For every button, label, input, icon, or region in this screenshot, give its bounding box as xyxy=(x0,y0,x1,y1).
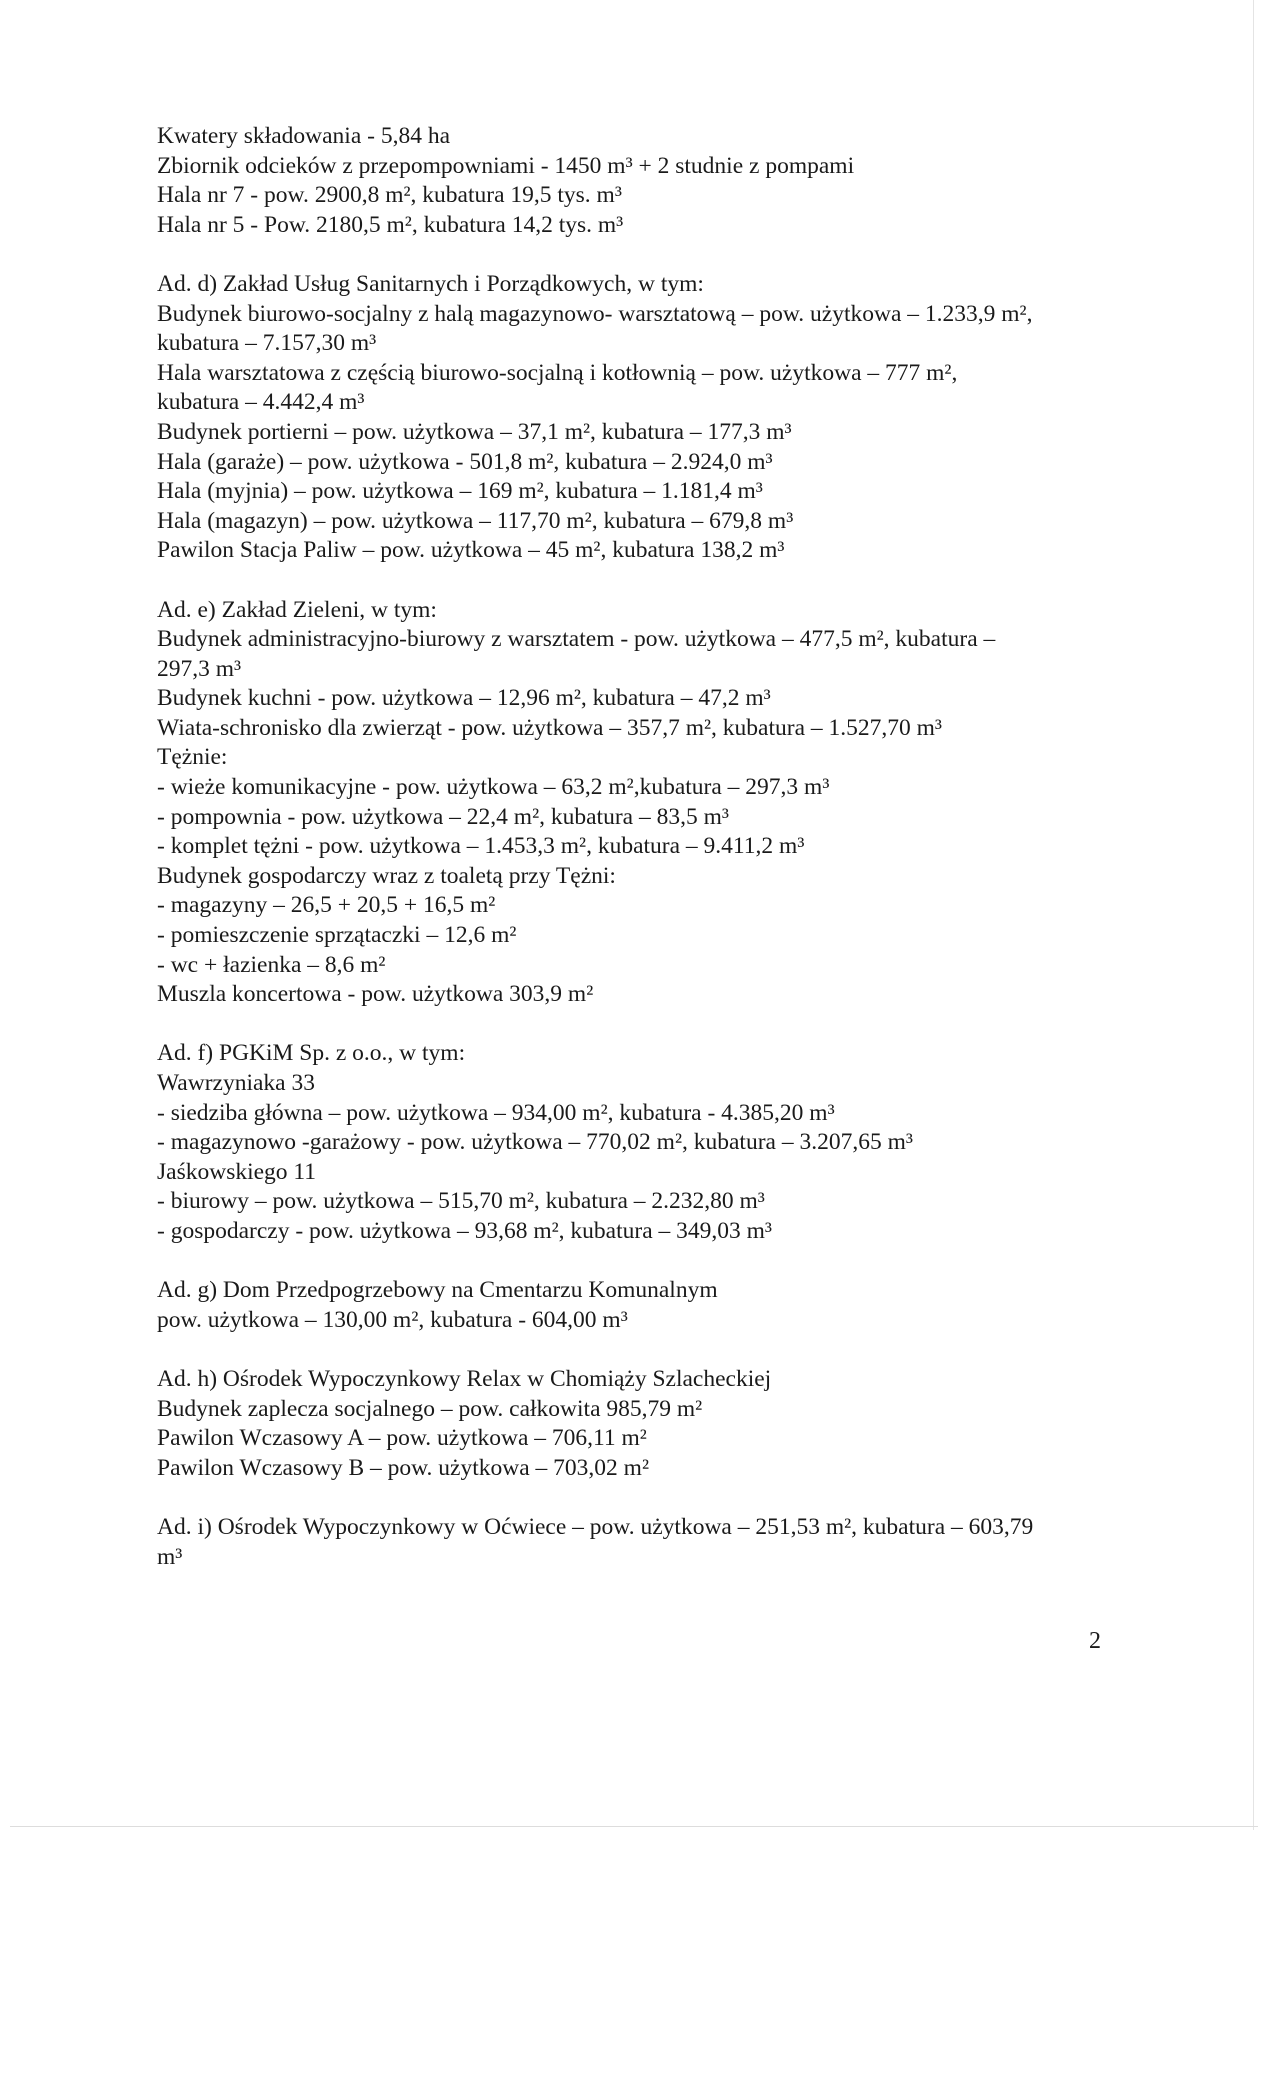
text-line: Pawilon Wczasowy B – pow. użytkowa – 703,02 m² xyxy=(157,1454,649,1481)
text-line: Budynek gospodarczy wraz z toaletą przy Tężni: xyxy=(157,862,616,889)
text-line: Wawrzyniaka 33 xyxy=(157,1070,315,1096)
text-line: pow. użytkowa – 130,00 m², kubatura - 604,00 m³ xyxy=(157,1306,628,1333)
text-line: kubatura – 7.157,30 m³ xyxy=(157,330,377,357)
document-section xyxy=(157,270,1097,566)
document-section xyxy=(157,1276,1097,1335)
scan-page-edge xyxy=(1253,0,1254,1830)
text-line: Jaśkowskiego 11 xyxy=(157,1158,317,1185)
text-line: Hala warsztatowa z częścią biurowo-socjalną i kotłownią – pow. użytkowa – 777 m², xyxy=(157,359,958,386)
text-line: - siedziba główna – pow. użytkowa – 934,00 m², kubatura - 4.385,20 m³ xyxy=(157,1099,835,1126)
text-line: - biurowy – pow. użytkowa – 515,70 m², kubatura – 2.232,80 m³ xyxy=(157,1188,765,1215)
text-line: Hala (garaże) – pow. użytkowa - 501,8 m², kubatura – 2.924,0 m³ xyxy=(157,448,773,475)
text-line: Hala (myjnia) – pow. użytkowa – 169 m², kubatura – 1.181,4 m³ xyxy=(157,478,763,505)
text-line: Pawilon Wczasowy A – pow. użytkowa – 706,11 m² xyxy=(157,1425,647,1452)
text-line: - pomieszczenie sprzątaczki – 12,6 m² xyxy=(157,922,517,949)
section-gap xyxy=(157,1010,1097,1040)
text-line: - gospodarczy - pow. użytkowa – 93,68 m², kubatura – 349,03 m³ xyxy=(157,1217,772,1244)
text-line: - komplet tężni - pow. użytkowa – 1.453,3 m², kubatura – 9.411,2 m³ xyxy=(157,833,805,860)
text-line: kubatura – 4.442,4 m³ xyxy=(157,389,365,416)
text-line: Tężnie: xyxy=(157,744,228,771)
text-line: - magazynowo -garażowy - pow. użytkowa – 770,02 m², kubatura – 3.207,65 m³ xyxy=(157,1129,913,1156)
text-line: - wc + łazienka – 8,6 m² xyxy=(157,951,386,978)
text-line: Budynek kuchni - pow. użytkowa – 12,96 m², kubatura – 47,2 m³ xyxy=(157,685,771,712)
text-line: Ad. g) Dom Przedpogrzebowy na Cmentarzu Komunalnym xyxy=(157,1277,718,1304)
text-line: Ad. h) Ośrodek Wypoczynkowy Relax w Chomiąży Szlacheckiej xyxy=(157,1365,772,1392)
text-line: - wieże komunikacyjne - pow. użytkowa – 63,2 m²,kubatura – 297,3 m³ xyxy=(157,774,830,801)
text-line: Budynek biurowo-socjalny z halą magazynowo- warsztatową – pow. użytkowa – 1.233,9 m², xyxy=(157,300,1033,327)
text-line: Budynek zaplecza socjalnego – pow. całkowita 985,79 m² xyxy=(157,1395,703,1422)
document-section xyxy=(157,1513,1097,1572)
text-line: Muszla koncertowa - pow. użytkowa 303,9 m² xyxy=(157,981,594,1008)
text-line: Hala (magazyn) – pow. użytkowa – 117,70 m², kubatura – 679,8 m³ xyxy=(157,507,794,534)
document-body xyxy=(157,122,1097,1572)
section-gap xyxy=(157,240,1097,270)
text-line: - magazyny – 26,5 + 20,5 + 16,5 m² xyxy=(157,892,496,919)
section-gap xyxy=(157,1335,1097,1365)
document-section xyxy=(157,1039,1097,1246)
text-line: Pawilon Stacja Paliw – pow. użytkowa – 45 m², kubatura 138,2 m³ xyxy=(157,537,785,564)
text-line: Ad. e) Zakład Zieleni, w tym: xyxy=(157,596,437,623)
text-line: Zbiornik odcieków z przepompowniami - 1450 m³ + 2 studnie z pompami xyxy=(157,152,855,179)
text-line: 297,3 m³ xyxy=(157,655,242,682)
text-line: Ad. d) Zakład Usług Sanitarnych i Porządkowych, w tym: xyxy=(157,270,704,297)
text-line: Hala nr 5 - Pow. 2180,5 m², kubatura 14,2 tys. m³ xyxy=(157,211,624,238)
document-section xyxy=(157,596,1097,1010)
section-gap xyxy=(157,1247,1097,1277)
section-gap xyxy=(157,566,1097,596)
text-line: Wiata-schronisko dla zwierząt - pow. użytkowa – 357,7 m², kubatura – 1.527,70 m³ xyxy=(157,714,942,741)
section-gap xyxy=(157,1483,1097,1513)
document-section xyxy=(157,1365,1097,1483)
text-line: m³ xyxy=(157,1543,183,1570)
text-line: Budynek administracyjno-biurowy z warsztatem - pow. użytkowa – 477,5 m², kubatura – xyxy=(157,626,996,653)
text-line: - pompownia - pow. użytkowa – 22,4 m², kubatura – 83,5 m³ xyxy=(157,803,729,830)
text-line: Ad. f) PGKiM Sp. z o.o., w tym: xyxy=(157,1040,466,1067)
text-line: Budynek portierni – pow. użytkowa – 37,1 m², kubatura – 177,3 m³ xyxy=(157,418,792,445)
page-number: 2 xyxy=(1089,1628,1101,1654)
document-section xyxy=(157,122,1097,240)
text-line: Kwatery składowania - 5,84 ha xyxy=(157,123,451,149)
text-line: Ad. i) Ośrodek Wypoczynkowy w Oćwiece – pow. użytkowa – 251,53 m², kubatura – 603,79 xyxy=(157,1513,1034,1540)
text-line: Hala nr 7 - pow. 2900,8 m², kubatura 19,5 tys. m³ xyxy=(157,182,622,209)
scan-page-bottom-edge xyxy=(10,1826,1258,1827)
